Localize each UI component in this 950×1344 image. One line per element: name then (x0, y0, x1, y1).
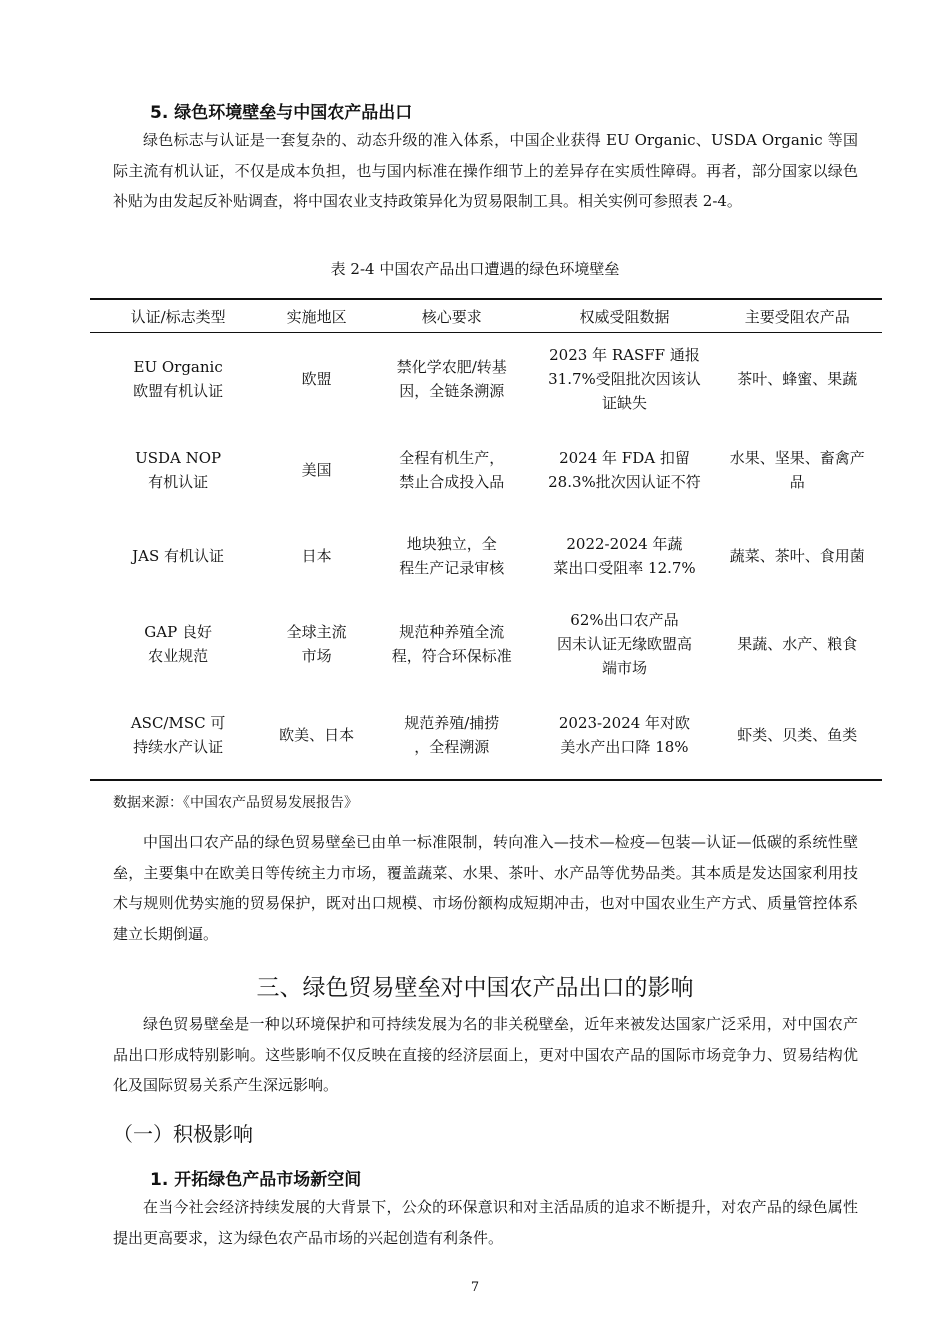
table-cell (367, 597, 537, 691)
chapter-heading: 三、绿色贸易壁垒对中国农产品出口的影响 (256, 975, 694, 1001)
cell-line: 果蔬、水产、粮食 (737, 635, 858, 653)
table-cell (367, 691, 537, 780)
table-header-row (90, 299, 882, 333)
table-cell (712, 515, 882, 597)
cell-line: 农业规范 (148, 647, 209, 665)
cell-line: 蔬菜、茶叶、食用菌 (729, 547, 865, 565)
column-header: 主要受阻农产品 (712, 299, 882, 333)
cell-line: ，全程溯源 (414, 738, 490, 756)
paragraph: 在当今社会经济持续发展的大背景下，公众的环保意识和对主活品质的追求不断提升，对农产品的绿色属性提出更高要求，这为绿色农产品市场的兴起创造有利条件。 (113, 1198, 858, 1247)
cell-line: 禁止合成投入品 (399, 473, 505, 491)
cell-line: 因，全链条溯源 (399, 382, 505, 400)
table-cell (367, 515, 537, 597)
table-cell (537, 425, 713, 515)
cell-line: 程，符合环保标准 (391, 647, 512, 665)
table-cell (367, 425, 537, 515)
cell-line: 茶叶、蜂蜜、果蔬 (737, 370, 858, 388)
paragraph: 绿色标志与认证是一套复杂的、动态升级的准入体系，中国企业获得 EU Organic、USDA Organic 等国际主流有机认证，不仅是成本负担，也与国内标准在操作细节上的差异存在实质性障碍。再者，部分国家以绿色补贴为由发起反补贴调查，将中国农业支持政策异化为贸易限制工具。相关实例可参照表 2-4。 (113, 131, 858, 210)
table-cell (90, 333, 266, 426)
cell-line: 31.7%受阻批次因该认 (548, 370, 701, 388)
table-cell (537, 691, 713, 780)
table-cell (266, 597, 367, 691)
column-header: 权威受阻数据 (537, 299, 713, 333)
cell-line: 水果、坚果、畜禽产 (729, 449, 865, 467)
table-cell (90, 425, 266, 515)
table-cell (712, 691, 882, 780)
table-cell (90, 691, 266, 780)
cell-line: 证缺失 (601, 394, 647, 412)
subsection-heading: （一）积极影响 (113, 1122, 253, 1146)
cell-line: 欧美、日本 (279, 726, 355, 744)
cell-line: 全程有机生产， (399, 449, 505, 467)
table-cell (537, 597, 713, 691)
cell-line: 菜出口受阻率 12.7% (553, 559, 696, 577)
cell-line: 规范养殖/捕捞 (404, 714, 500, 732)
column-header: 核心要求 (367, 299, 537, 333)
cell-line: EU Organic (133, 358, 223, 376)
paragraph: 绿色贸易壁垒是一种以环境保护和可持续发展为名的非关税壁垒，近年来被发达国家广泛采用，对中国农产品出口形成特别影响。这些影响不仅反映在直接的经济层面上，更对中国农产品的国际市场竞争力、贸易结构优化及国际贸易关系产生深远影响。 (113, 1015, 858, 1094)
cell-line: 因未认证无缘欧盟高 (556, 635, 692, 653)
table-cell (367, 333, 537, 426)
table-caption: 表 2-4 中国农产品出口遭遇的绿色环境壁垒 (330, 260, 620, 278)
cell-line: 欧盟 (301, 370, 332, 388)
cell-line: 2023 年 RASFF 通报 (549, 346, 700, 364)
cell-line: 欧盟有机认证 (133, 382, 224, 400)
table-row (90, 425, 882, 515)
cell-line: JAS 有机认证 (132, 547, 225, 565)
table-cell (266, 425, 367, 515)
cell-line: ASC/MSC 可 (130, 714, 226, 732)
cell-line: 有机认证 (148, 473, 209, 491)
column-header: 实施地区 (266, 299, 367, 333)
cell-line: 全球主流 (286, 623, 347, 641)
table-row (90, 515, 882, 597)
cell-line: 美国 (301, 461, 332, 479)
page-number: 7 (470, 1280, 480, 1295)
cell-line: 禁化学农肥/转基 (396, 358, 507, 376)
paragraph: 中国出口农产品的绿色贸易壁垒已由单一标准限制，转向准入—技术—检疫—包装—认证—低碳的系统性壁垒，主要集中在欧美日等传统主力市场，覆盖蔬菜、水果、茶叶、水产品等优势品类。其本质是发达国家利用技术与规则优势实施的贸易保护，既对出口规模、市场份额构成短期冲击，也对中国农业生产方式、质量管控体系建立长期倒逼。 (113, 833, 858, 943)
table-row (90, 333, 882, 426)
cell-line: 2022-2024 年蔬 (566, 535, 683, 553)
cell-line: GAP 良好 (144, 623, 212, 641)
table-cell (90, 515, 266, 597)
section-heading: 5. 绿色环境壁垒与中国农产品出口 (150, 103, 413, 123)
table-cell (266, 515, 367, 597)
cell-line: 日本 (301, 547, 332, 565)
cell-line: 2024 年 FDA 扣留 (559, 449, 690, 467)
cell-line: 规范种养殖全流 (399, 623, 505, 641)
table-row (90, 691, 882, 780)
column-header: 认证/标志类型 (90, 299, 266, 333)
cell-line: 62%出口农产品 (570, 611, 679, 629)
table-cell (90, 597, 266, 691)
table-cell (537, 515, 713, 597)
table-source-note: 数据来源：《中国农产品贸易发展报告》 (113, 795, 358, 811)
cell-line: 程生产记录审核 (399, 559, 505, 577)
cell-line: 品 (789, 473, 805, 491)
sub-subsection-heading: 1. 开拓绿色产品市场新空间 (150, 1170, 362, 1190)
cell-line: 2023-2024 年对欧 (558, 714, 691, 732)
cell-line: 虾类、贝类、鱼类 (737, 726, 858, 744)
table-row (90, 597, 882, 691)
cell-line: 端市场 (601, 659, 647, 677)
table-cell (266, 333, 367, 426)
cell-line: 美水产出口降 18% (560, 738, 689, 756)
table-cell (537, 333, 713, 426)
table-cell (712, 597, 882, 691)
cell-line: USDA NOP (135, 449, 222, 467)
cell-line: 持续水产认证 (133, 738, 224, 756)
table-cell (266, 691, 367, 780)
data-table (90, 298, 882, 781)
table-cell (712, 333, 882, 426)
cell-line: 28.3%批次因认证不符 (548, 473, 701, 491)
cell-line: 地块独立，全 (406, 535, 497, 553)
table-cell (712, 425, 882, 515)
cell-line: 市场 (301, 647, 332, 665)
